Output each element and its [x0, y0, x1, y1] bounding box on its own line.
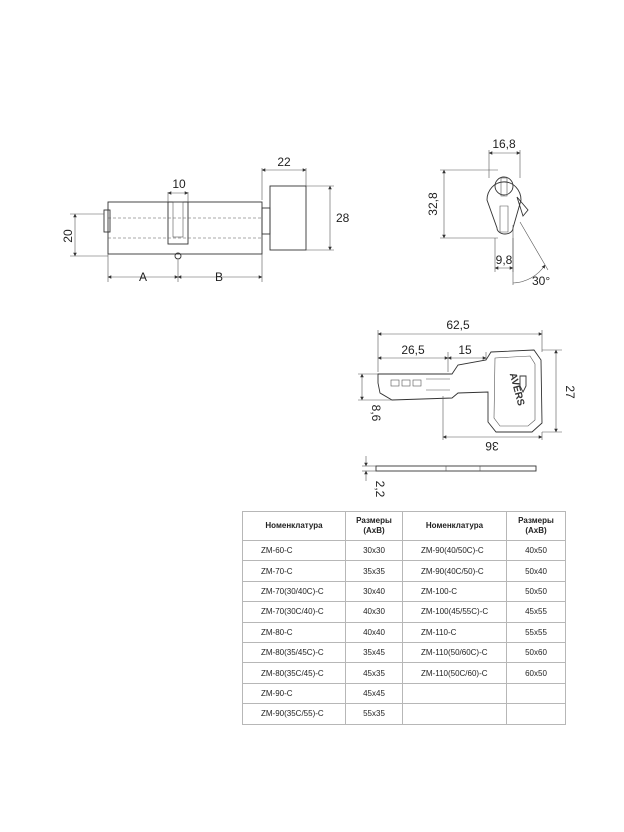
table-row [243, 561, 566, 581]
table-row [243, 622, 566, 642]
cell-size: 30x40 [346, 581, 403, 601]
cell-name: ZM-80(35C/45)-C [243, 663, 346, 683]
cell-size: 40x30 [346, 602, 403, 622]
cylinder-body [108, 202, 262, 254]
dim-9-8: 9,8 [495, 253, 513, 267]
cell-name: ZM-80-C [243, 622, 346, 642]
cell-name: ZM-70(30C/40)-C [243, 602, 346, 622]
cylinder-end-cap [104, 210, 110, 232]
cell-name: ZM-110(50C/60)-C [403, 663, 507, 683]
header-name-left: Номенклатура [243, 512, 346, 541]
cell-size: 45x55 [507, 602, 566, 622]
table-row [243, 663, 566, 683]
cell-name: ZM-70-C [243, 561, 346, 581]
dim-62-5: 62,5 [446, 318, 470, 332]
dim-2-2: 2,2 [373, 480, 387, 498]
dim-8-6: 8,6 [369, 404, 383, 422]
dim-36: 36 [485, 439, 499, 453]
keyway-slot [500, 206, 508, 232]
spec-table [242, 511, 566, 725]
dim-32-8: 32,8 [426, 192, 440, 216]
cell-size: 55x55 [507, 622, 566, 642]
dim-28: 28 [336, 211, 350, 225]
cell-size: 30x30 [346, 541, 403, 561]
dim-26-5: 26,5 [401, 343, 425, 357]
cell-name: ZM-90(35C/55)-C [243, 704, 346, 724]
key-edge-view [376, 466, 536, 471]
cell-size: 55x35 [346, 704, 403, 724]
cell-size: 60x50 [507, 663, 566, 683]
thumbturn-neck [262, 208, 270, 234]
cell-name: ZM-90(40C/50)-C [403, 561, 507, 581]
cell-size: 50x50 [507, 581, 566, 601]
dim-15: 15 [458, 343, 472, 357]
cell-name: ZM-110-C [403, 622, 507, 642]
cell-size: 40x40 [346, 622, 403, 642]
profile-outline [487, 182, 521, 234]
cam [173, 202, 183, 237]
table-row [243, 581, 566, 601]
cell-size: 35x35 [346, 561, 403, 581]
cell-name: ZM-100-C [403, 581, 507, 601]
cell-name: ZM-80(35/45C)-C [243, 642, 346, 662]
cell-name [403, 704, 507, 724]
dim-20: 20 [61, 229, 75, 243]
table-row [243, 642, 566, 662]
cell-name: ZM-90(40/50C)-C [403, 541, 507, 561]
thumbturn-knob [270, 186, 306, 250]
cell-size: 40x50 [507, 541, 566, 561]
cylinder-end-view [426, 137, 550, 288]
cell-name: ZM-110(50/60C)-C [403, 642, 507, 662]
keyway-circle [495, 177, 513, 195]
cell-name: ZM-70(30/40C)-C [243, 581, 346, 601]
dim-b: B [214, 270, 224, 284]
table-header-row [243, 512, 566, 541]
dim-10: 10 [172, 177, 186, 191]
cell-size: 45x45 [346, 683, 403, 703]
cell-name [403, 683, 507, 703]
cell-size: 50x60 [507, 642, 566, 662]
dim-27: 27 [563, 385, 577, 399]
brand-logo-text: AVERS [506, 371, 527, 408]
table-row [243, 704, 566, 724]
cylinder-side-view [61, 155, 350, 284]
table-row [243, 683, 566, 703]
cell-size: 50x40 [507, 561, 566, 581]
header-size-right: Размеры (AxB) [507, 512, 566, 541]
key-pins [391, 379, 450, 390]
table-row [243, 602, 566, 622]
dim-angle-30: 30° [532, 274, 551, 288]
cell-size [507, 704, 566, 724]
cell-name: ZM-100(45/55C)-C [403, 602, 507, 622]
dim-a: A [138, 270, 148, 284]
cell-name: ZM-90-C [243, 683, 346, 703]
dim-16-8: 16,8 [492, 137, 516, 151]
cell-name: ZM-60-C [243, 541, 346, 561]
dim-22: 22 [277, 155, 291, 169]
header-name-right: Номенклатура [403, 512, 507, 541]
cell-size [507, 683, 566, 703]
key-view [358, 318, 577, 498]
cell-size: 45x35 [346, 663, 403, 683]
cell-size: 35x45 [346, 642, 403, 662]
header-size-left: Размеры (AxB) [346, 512, 403, 541]
cam-tip [517, 197, 528, 216]
table-row [243, 541, 566, 561]
